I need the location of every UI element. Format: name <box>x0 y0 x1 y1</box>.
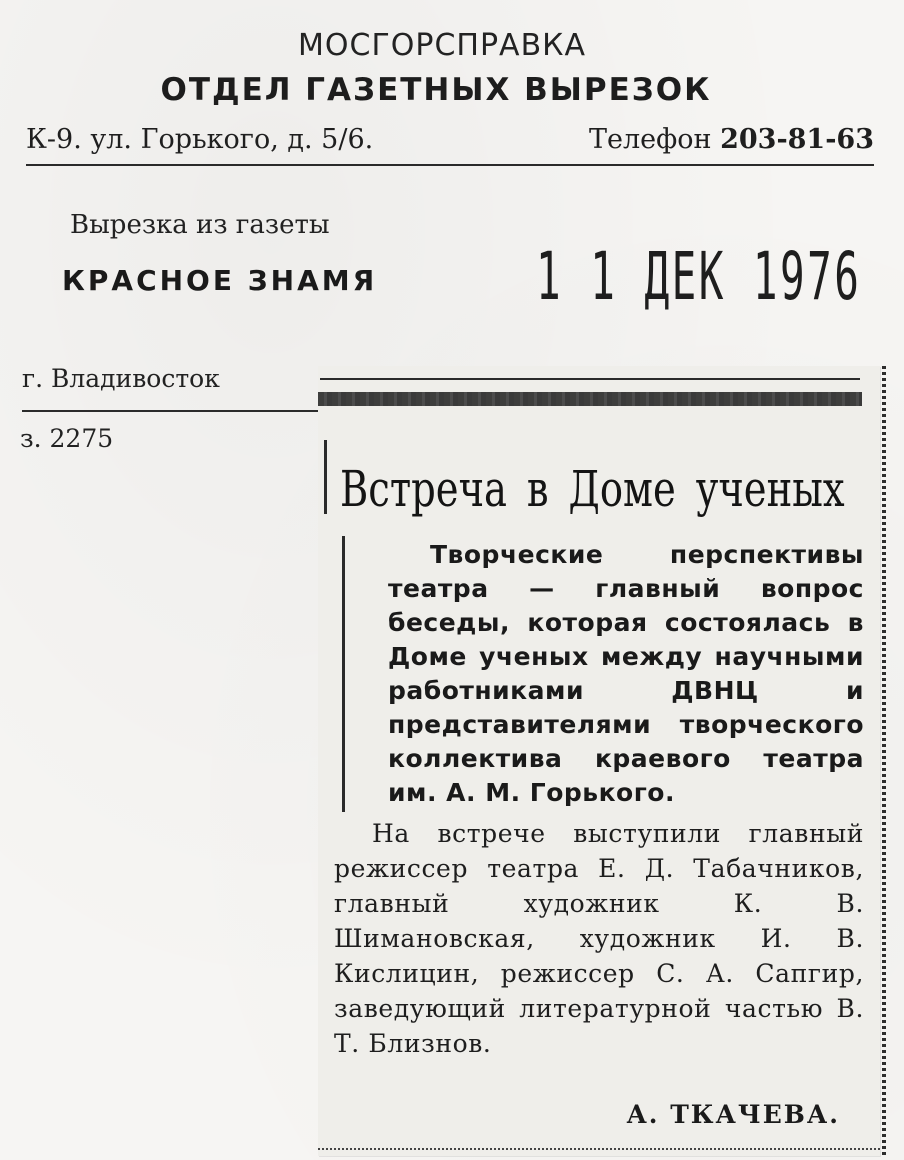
phone-number: 203-81-63 <box>720 124 874 155</box>
article-headline: Встреча в Доме ученых <box>340 460 845 518</box>
newspaper-clipping <box>318 366 880 1156</box>
postal-address: К-9. ул. Горького, д. 5/6. <box>26 124 374 155</box>
newspaper-name: КРАСНОЕ ЗНАМЯ <box>62 264 378 297</box>
header-divider <box>26 164 874 166</box>
top-rule-thick <box>318 392 862 406</box>
article-lead: Творческие перспективы театра — главный вопрос беседы, которая состоялась в Доме ученых между научными работниками ДВНЦ и представителями творческого коллектива краевого театра им. А. М. Горького. <box>388 540 864 807</box>
order-number: з. 2275 <box>20 424 114 453</box>
department-title: ОТДЕЛ ГАЗЕТНЫХ ВЫРЕЗОК <box>160 72 712 108</box>
torn-edge-right <box>882 366 886 1156</box>
torn-edge-bottom <box>318 1148 880 1150</box>
phone-label: Телефон <box>588 124 712 155</box>
article-body: На встрече выступили главный режиссер театра Е. Д. Табачников, главный художник К. В. Шимановская, художник И. В. Кислицин, режиссер С. А. Сапгир, заведующий литературной частью В. Т. Близнов. <box>334 819 864 1058</box>
lead-side-rule <box>342 536 345 812</box>
city-divider <box>22 410 322 412</box>
clipping-label: Вырезка из газеты <box>70 210 330 240</box>
city: г. Владивосток <box>22 364 220 393</box>
phone <box>589 124 874 155</box>
address-row <box>26 124 874 164</box>
top-rule-thin <box>320 378 860 380</box>
article-author: А. ТКАЧЕВА. <box>626 1100 840 1129</box>
date-stamp: 1 1 ДЕК 1976 <box>536 238 862 315</box>
headline-side-rule <box>324 440 327 514</box>
organization-title: МОСГОРСПРАВКА <box>298 28 586 63</box>
